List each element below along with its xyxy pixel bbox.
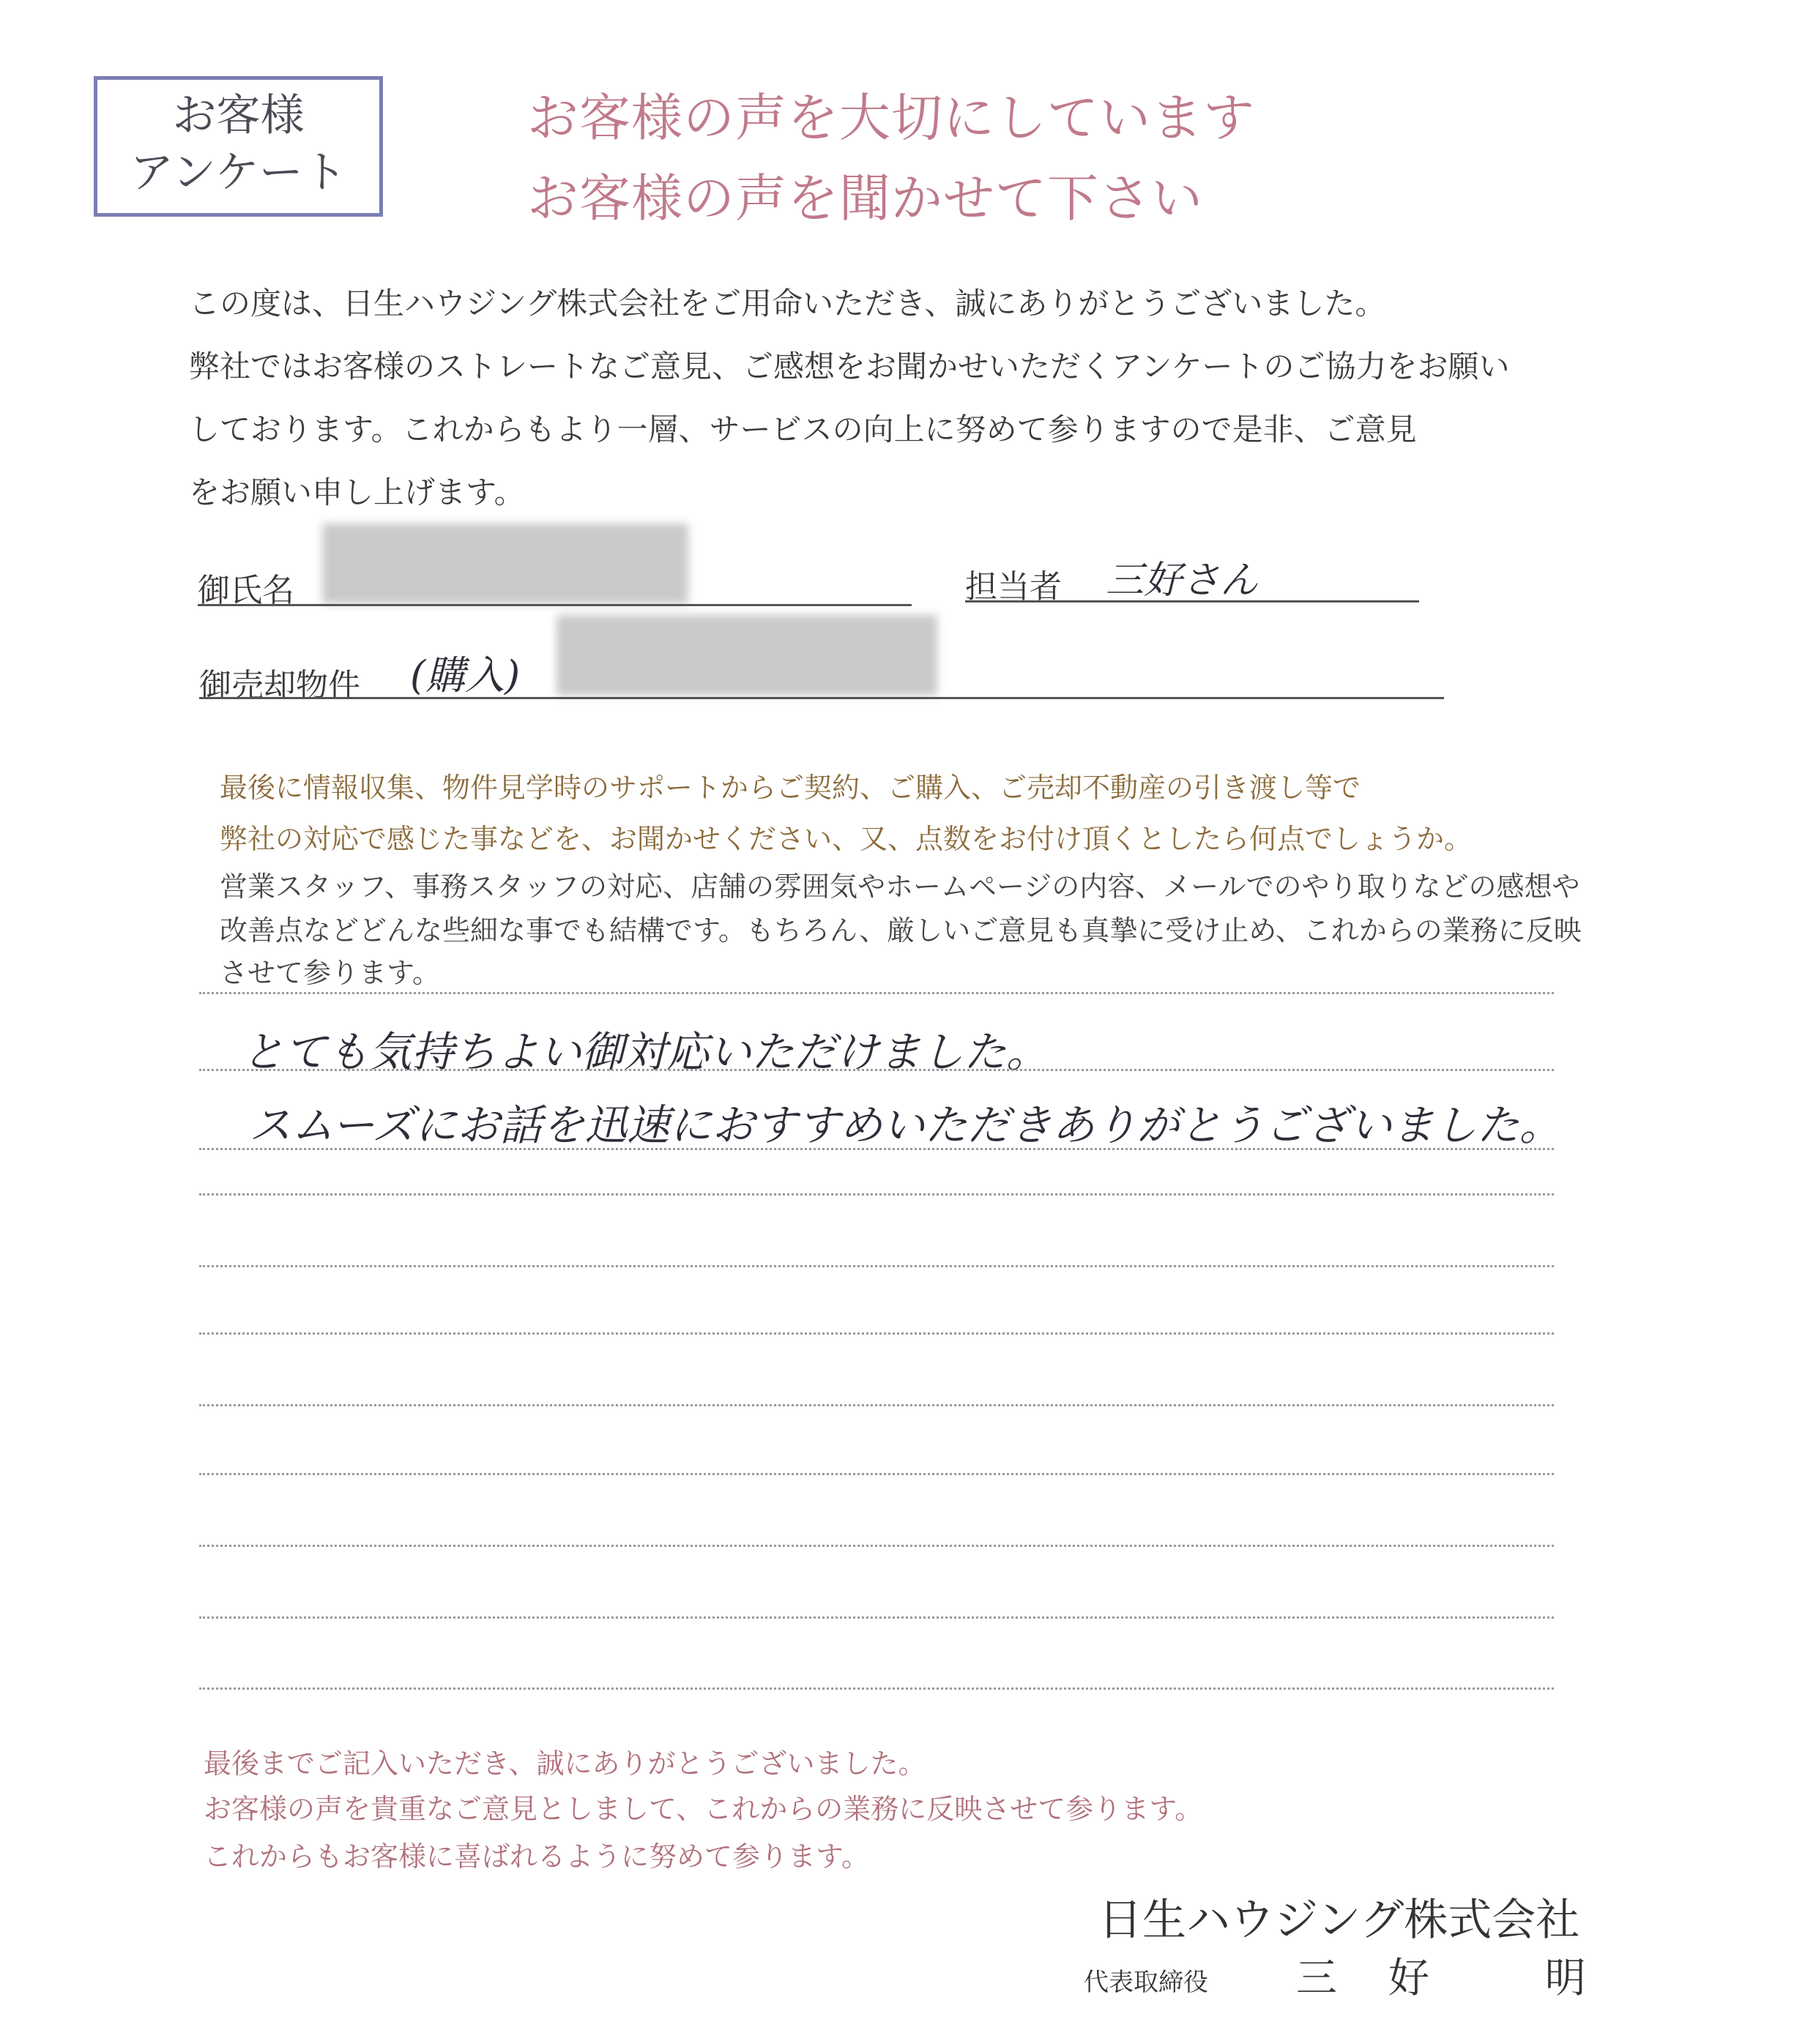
writing-line xyxy=(199,1148,1554,1150)
writing-line xyxy=(199,1545,1554,1547)
staff-label: 担当者 xyxy=(965,568,1062,605)
name-label: 御氏名 xyxy=(198,572,294,609)
intro-line-3: しております。これからもより一層、サービスの向上に努めて参りますので是非、ご意見 xyxy=(189,411,1417,447)
writing-line xyxy=(199,992,1554,994)
representative-name: 三好 明 xyxy=(1296,1955,1637,2002)
writing-line xyxy=(199,1069,1554,1071)
prompt-line-3: 営業スタッフ、事務スタッフの対応、店舗の雰囲気やホームページの内容、メールでのやり取りなどの感想や xyxy=(220,870,1580,903)
writing-line xyxy=(199,1687,1554,1690)
property-underline xyxy=(199,697,1444,699)
answer-line-1: とても気持ちよい御対応いただけました。 xyxy=(242,1027,1049,1077)
property-redacted xyxy=(557,615,937,695)
headline-line-2: お客様の声を聞かせて下さい xyxy=(527,168,1203,228)
survey-badge xyxy=(94,76,383,217)
name-underline xyxy=(198,604,912,606)
closing-line-3: これからもお客様に喜ばれるように努めて参ります。 xyxy=(204,1840,869,1873)
prompt-line-4: 改善点などどんな些細な事でも結構です。もちろん、厳しいご意見も真摯に受け止め、これからの業務に反映 xyxy=(220,914,1582,947)
property-handwritten-value: (購入) xyxy=(410,652,521,698)
closing-line-2: お客様の声を貴重なご意見としまして、これからの業務に反映させて参ります。 xyxy=(204,1793,1203,1825)
name-redacted xyxy=(322,523,688,604)
writing-line xyxy=(199,1616,1554,1619)
badge-line-1: お客様 xyxy=(172,90,305,141)
prompt-line-1: 最後に情報収集、物件見学時のサポートからご契約、ご購入、ご売却不動産の引き渡し等で xyxy=(220,772,1361,804)
intro-paragraph xyxy=(189,272,1617,524)
intro-line-2: 弊社ではお客様のストレートなご意見、ご感想をお聞かせいただくアンケートのご協力をお願い xyxy=(189,348,1510,384)
company-name: 日生ハウジング株式会社 xyxy=(1098,1895,1580,1946)
writing-line xyxy=(199,1332,1554,1335)
representative-title: 代表取締役 xyxy=(1084,1968,1208,1997)
writing-line xyxy=(199,1473,1554,1475)
writing-line xyxy=(199,1404,1554,1406)
prompt-line-2: 弊社の対応で感じた事などを、お聞かせください、又、点数をお付け頂くとしたら何点でしょうか。 xyxy=(220,823,1473,855)
headline-line-1: お客様の声を大切にしています xyxy=(527,88,1255,148)
writing-line xyxy=(199,1265,1554,1267)
answer-line-2: スムーズにお話を迅速におすすめいただきありがとうございました。 xyxy=(249,1100,1562,1150)
badge-line-2: アンケート xyxy=(130,147,347,198)
staff-underline xyxy=(965,600,1419,603)
writing-line xyxy=(199,1193,1554,1196)
staff-handwritten-value: 三好さん xyxy=(1106,559,1259,603)
intro-line-1: この度は、日生ハウジング株式会社をご用命いただき、誠にありがとうございました。 xyxy=(189,286,1386,321)
closing-line-1: 最後までご記入いただき、誠にありがとうございました。 xyxy=(204,1748,926,1780)
intro-line-4: をお願い申し上げます。 xyxy=(189,474,525,510)
property-label: 御売却物件 xyxy=(199,667,360,704)
prompt-line-5: させて参ります。 xyxy=(220,957,440,989)
